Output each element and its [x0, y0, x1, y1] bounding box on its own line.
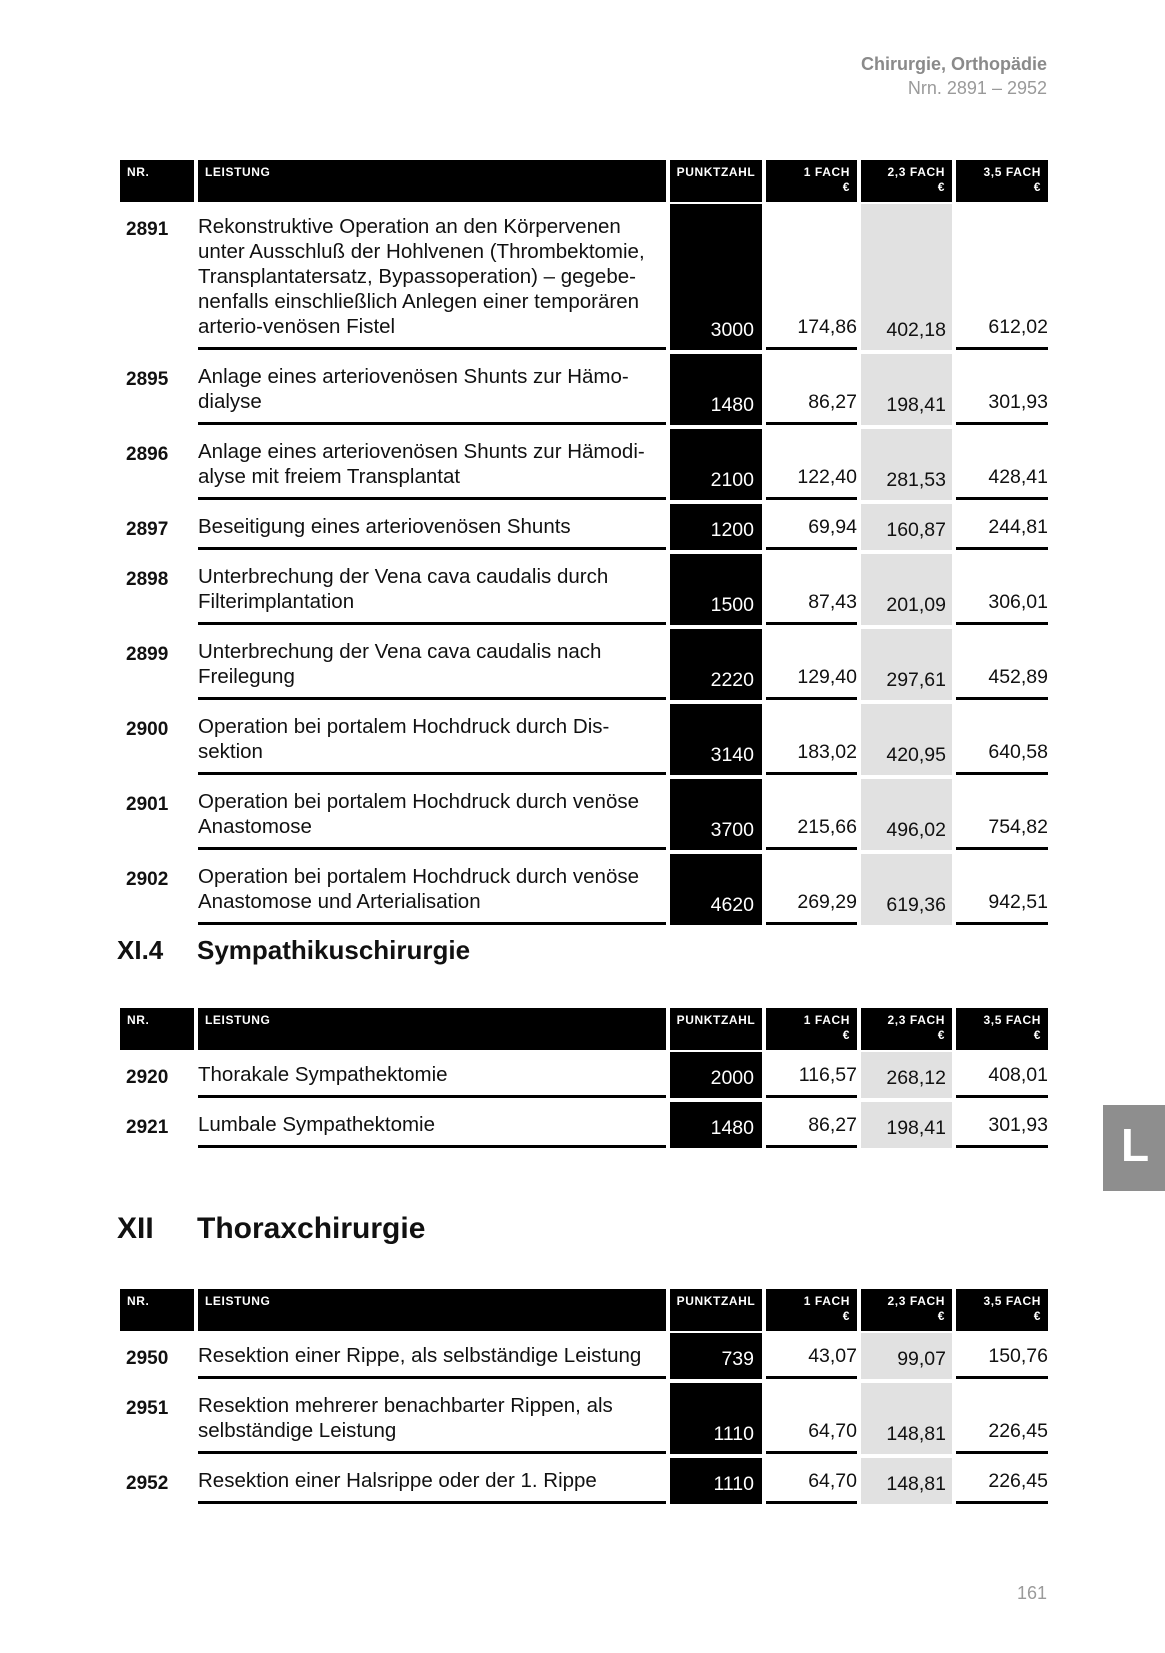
fee-1-fach-cell	[766, 354, 857, 425]
header-leistung	[198, 1289, 666, 1331]
description-line: arterio-venösen Fistel	[198, 315, 396, 338]
description-line: Freilegung	[198, 665, 295, 688]
row-number: 2891	[126, 219, 169, 240]
fee-3-5-fach: 408,01	[988, 1064, 1048, 1086]
punktzahl-value: 1200	[710, 519, 754, 541]
section-title: Sympathikuschirurgie	[197, 935, 471, 965]
header-1-fach-label: 1 FACH	[803, 165, 850, 179]
header-punktzahl-label: PUNKTZAHL	[676, 1013, 756, 1027]
fee-3-5-fach: 452,89	[988, 666, 1048, 688]
fee-2-3-fach-cell	[861, 554, 952, 625]
fee-2-3-fach: 198,41	[886, 1117, 946, 1139]
fee-2-3-fach: 420,95	[886, 744, 946, 766]
row-description	[198, 854, 666, 925]
header-nr-label: NR.	[127, 165, 150, 179]
fee-1-fach: 122,40	[797, 466, 857, 488]
punktzahl-value-cell	[670, 1102, 762, 1148]
table-row	[120, 779, 1048, 850]
description-line: Operation bei portalem Hochdruck durch venöse	[198, 790, 639, 813]
fee-1-fach: 116,57	[798, 1064, 857, 1086]
fee-1-fach-cell	[766, 1102, 857, 1148]
punktzahl-value-cell	[670, 554, 762, 625]
fee-2-3-fach: 402,18	[886, 319, 946, 341]
fee-2-3-fach-cell	[861, 779, 952, 850]
punktzahl-value-cell	[670, 1383, 762, 1454]
fee-2-3-fach: 99,07	[897, 1348, 946, 1370]
punktzahl-value-cell	[670, 354, 762, 425]
table-row	[120, 1383, 1048, 1454]
header-1-fach	[766, 160, 857, 202]
punktzahl-value-cell	[670, 779, 762, 850]
punktzahl-value: 1110	[713, 1423, 754, 1445]
table-row	[120, 354, 1048, 425]
punktzahl-value: 3000	[710, 319, 754, 341]
row-number: 2896	[126, 444, 169, 465]
fee-1-fach: 174,86	[797, 316, 857, 338]
row-description	[198, 354, 666, 425]
fee-1-fach-cell	[766, 1458, 857, 1504]
chapter-thumb-tab: L	[1103, 1105, 1165, 1191]
fee-2-3-fach: 148,81	[886, 1473, 946, 1495]
euro-symbol: €	[842, 180, 850, 194]
fee-2-3-fach: 160,87	[886, 519, 946, 541]
punktzahl-value: 1480	[710, 1117, 754, 1139]
fee-2-3-fach: 148,81	[886, 1423, 946, 1445]
fee-1-fach: 64,70	[808, 1420, 857, 1442]
fee-3-5-fach-cell	[956, 704, 1048, 775]
fee-3-5-fach-cell	[956, 779, 1048, 850]
fee-3-5-fach-cell	[956, 1052, 1048, 1098]
fee-3-5-fach: 428,41	[988, 466, 1048, 488]
header-3-5-fach-label: 3,5 FACH	[983, 165, 1041, 179]
fee-2-3-fach-cell	[861, 1102, 952, 1148]
row-description	[198, 504, 666, 550]
fee-1-fach-cell	[766, 554, 857, 625]
header-leistung-label: LEISTUNG	[205, 1294, 271, 1308]
description-line: Anlage eines arteriovenösen Shunts zur Hämodi-	[198, 440, 645, 463]
table-row	[120, 1052, 1048, 1098]
description-line: Anastomose	[198, 815, 312, 838]
table-row	[120, 1102, 1048, 1148]
punktzahl-value: 2000	[710, 1067, 754, 1089]
running-head	[861, 52, 1047, 100]
description-line: Anlage eines arteriovenösen Shunts zur Hämo-	[198, 365, 629, 388]
header-2-3-fach	[861, 1008, 952, 1050]
header-3-5-fach	[956, 1008, 1048, 1050]
row-number: 2900	[126, 719, 169, 740]
description-line: Resektion einer Halsrippe oder der 1. Rippe	[198, 1469, 597, 1492]
row-number: 2952	[126, 1473, 169, 1494]
running-head-range: Nrn. 2891 – 2952	[907, 78, 1047, 98]
fee-1-fach-cell	[766, 1333, 857, 1379]
table-header	[120, 160, 1048, 202]
fee-3-5-fach-cell	[956, 1102, 1048, 1148]
description-line: Resektion mehrerer benachbarter Rippen, als	[198, 1394, 613, 1417]
header-3-5-fach-label: 3,5 FACH	[983, 1013, 1041, 1027]
fee-2-3-fach: 297,61	[886, 669, 946, 691]
euro-symbol: €	[842, 1028, 850, 1042]
punktzahl-value-cell	[670, 629, 762, 700]
fee-1-fach-cell	[766, 779, 857, 850]
euro-symbol: €	[937, 1309, 945, 1323]
fee-2-3-fach: 619,36	[886, 894, 946, 916]
fee-1-fach: 129,40	[797, 666, 857, 688]
row-description	[198, 204, 666, 350]
punktzahl-value-cell	[670, 504, 762, 550]
page-number: 161	[1016, 1583, 1047, 1603]
description-line: Unterbrechung der Vena cava caudalis nach	[198, 640, 602, 663]
header-punktzahl	[670, 1008, 762, 1050]
header-2-3-fach-label: 2,3 FACH	[887, 1294, 945, 1308]
row-description	[198, 429, 666, 500]
header-punktzahl	[670, 1289, 762, 1331]
description-line: Filterimplantation	[198, 590, 355, 613]
punktzahl-value-cell	[670, 429, 762, 500]
header-punktzahl-label: PUNKTZAHL	[676, 1294, 756, 1308]
fee-2-3-fach-cell	[861, 854, 952, 925]
row-number: 2897	[126, 519, 169, 540]
header-punktzahl-label: PUNKTZAHL	[676, 165, 756, 179]
description-line: Rekonstruktive Operation an den Körpervenen	[198, 215, 621, 238]
header-2-3-fach-label: 2,3 FACH	[887, 165, 945, 179]
section-number: XII	[117, 1212, 154, 1245]
punktzahl-value-cell	[670, 1052, 762, 1098]
row-description	[198, 554, 666, 625]
punktzahl-value-cell	[670, 704, 762, 775]
fee-3-5-fach-cell	[956, 204, 1048, 350]
section-number: XI.4	[117, 935, 164, 965]
punktzahl-value: 2100	[710, 469, 754, 491]
punktzahl-value: 1480	[710, 394, 754, 416]
header-2-3-fach	[861, 160, 952, 202]
row-number: 2899	[126, 644, 169, 665]
fee-2-3-fach: 281,53	[886, 469, 946, 491]
row-description	[198, 1458, 666, 1504]
fee-3-5-fach: 640,58	[988, 741, 1048, 763]
fee-2-3-fach-cell	[861, 1333, 952, 1379]
fee-2-3-fach-cell	[861, 354, 952, 425]
description-line: Resektion einer Rippe, als selbständige Leistung	[198, 1344, 642, 1367]
row-number: 2901	[126, 794, 169, 815]
euro-symbol: €	[1033, 1309, 1041, 1323]
table-header	[120, 1008, 1048, 1050]
fee-3-5-fach-cell	[956, 504, 1048, 550]
header-leistung-label: LEISTUNG	[205, 1013, 271, 1027]
fee-3-5-fach: 150,76	[988, 1345, 1048, 1367]
row-number: 2898	[126, 569, 169, 590]
table-header	[120, 1289, 1048, 1331]
punktzahl-value: 3700	[710, 819, 754, 841]
header-1-fach	[766, 1008, 857, 1050]
fee-1-fach: 64,70	[808, 1470, 857, 1492]
row-number: 2921	[126, 1117, 169, 1138]
fee-3-5-fach-cell	[956, 354, 1048, 425]
row-number: 2895	[126, 369, 169, 390]
fee-2-3-fach-cell	[861, 1383, 952, 1454]
fee-1-fach-cell	[766, 704, 857, 775]
section-title: Thoraxchirurgie	[197, 1212, 426, 1245]
row-number: 2951	[126, 1398, 169, 1419]
punktzahl-value-cell	[670, 1458, 762, 1504]
header-nr	[120, 160, 194, 202]
fee-3-5-fach: 306,01	[988, 591, 1048, 613]
row-number: 2902	[126, 869, 169, 890]
description-line: Operation bei portalem Hochdruck durch venöse	[198, 865, 639, 888]
fee-1-fach-cell	[766, 1383, 857, 1454]
header-nr-label: NR.	[127, 1294, 150, 1308]
table-row	[120, 554, 1048, 625]
fee-2-3-fach: 198,41	[886, 394, 946, 416]
punktzahl-value-cell	[670, 854, 762, 925]
fee-2-3-fach: 496,02	[886, 819, 946, 841]
euro-symbol: €	[1033, 1028, 1041, 1042]
row-description	[198, 629, 666, 700]
table-row	[120, 1333, 1048, 1379]
row-description	[198, 704, 666, 775]
fee-2-3-fach-cell	[861, 429, 952, 500]
table-row	[120, 854, 1048, 925]
fee-3-5-fach: 942,51	[988, 891, 1048, 913]
fee-table-thorax	[120, 1289, 1048, 1508]
description-line: unter Ausschluß der Hohlvenen (Thrombektomie,	[198, 240, 645, 263]
description-line: Lumbale Sympathektomie	[198, 1113, 436, 1136]
punktzahl-value: 1110	[713, 1473, 754, 1495]
fee-2-3-fach-cell	[861, 1458, 952, 1504]
fee-1-fach-cell	[766, 204, 857, 350]
fee-2-3-fach: 268,12	[886, 1067, 946, 1089]
fee-3-5-fach-cell	[956, 429, 1048, 500]
description-line: Beseitigung eines arteriovenösen Shunts	[198, 515, 571, 538]
description-line: Transplantatersatz, Bypassoperation) – gegebe-	[198, 265, 636, 288]
header-leistung	[198, 1008, 666, 1050]
punktzahl-value: 1500	[710, 594, 754, 616]
header-3-5-fach	[956, 1289, 1048, 1331]
fee-1-fach: 69,94	[808, 516, 857, 538]
header-1-fach-label: 1 FACH	[803, 1294, 850, 1308]
row-description	[198, 1333, 666, 1379]
punktzahl-value: 3140	[710, 744, 754, 766]
fee-table-sympathikus	[120, 1008, 1048, 1152]
table-row	[120, 1458, 1048, 1504]
description-line: sektion	[198, 740, 263, 763]
fee-1-fach-cell	[766, 629, 857, 700]
euro-symbol: €	[1033, 180, 1041, 194]
fee-3-5-fach-cell	[956, 1333, 1048, 1379]
euro-symbol: €	[937, 180, 945, 194]
row-description	[198, 1383, 666, 1454]
header-nr	[120, 1008, 194, 1050]
row-description	[198, 779, 666, 850]
punktzahl-value-cell	[670, 204, 762, 350]
fee-3-5-fach: 226,45	[988, 1420, 1048, 1442]
fee-1-fach: 86,27	[808, 1114, 857, 1136]
fee-1-fach: 87,43	[808, 591, 857, 613]
description-line: alyse mit freiem Transplantat	[198, 465, 461, 488]
description-line: dialyse	[198, 390, 262, 413]
fee-1-fach: 43,07	[808, 1345, 857, 1367]
running-head-title: Chirurgie, Orthopädie	[860, 54, 1047, 74]
fee-3-5-fach: 244,81	[988, 516, 1048, 538]
fee-3-5-fach-cell	[956, 554, 1048, 625]
fee-3-5-fach: 754,82	[988, 816, 1048, 838]
header-leistung	[198, 160, 666, 202]
header-nr	[120, 1289, 194, 1331]
header-nr-label: NR.	[127, 1013, 150, 1027]
description-line: Thorakale Sympathektomie	[198, 1063, 448, 1086]
fee-2-3-fach-cell	[861, 704, 952, 775]
fee-3-5-fach: 301,93	[988, 391, 1048, 413]
header-2-3-fach	[861, 1289, 952, 1331]
fee-2-3-fach: 201,09	[886, 594, 946, 616]
fee-3-5-fach: 612,02	[988, 316, 1048, 338]
table-row	[120, 429, 1048, 500]
row-number: 2920	[126, 1067, 169, 1088]
table-row	[120, 629, 1048, 700]
fee-1-fach-cell	[766, 1052, 857, 1098]
header-3-5-fach-label: 3,5 FACH	[983, 1294, 1041, 1308]
fee-2-3-fach-cell	[861, 1052, 952, 1098]
header-1-fach-label: 1 FACH	[803, 1013, 850, 1027]
header-leistung-label: LEISTUNG	[205, 165, 271, 179]
punktzahl-value-cell	[670, 1333, 762, 1379]
header-punktzahl	[670, 160, 762, 202]
row-description	[198, 1052, 666, 1098]
description-line: selbständige Leistung	[198, 1419, 397, 1442]
description-line: Operation bei portalem Hochdruck durch Dis-	[198, 715, 610, 738]
fee-2-3-fach-cell	[861, 204, 952, 350]
description-line: nenfalls einschließlich Anlegen einer temporären	[198, 290, 640, 313]
punktzahl-value: 739	[721, 1348, 754, 1370]
fee-1-fach: 183,02	[797, 741, 857, 763]
fee-3-5-fach-cell	[956, 629, 1048, 700]
description-line: Anastomose und Arterialisation	[198, 890, 481, 913]
fee-table-vascular	[120, 160, 1048, 929]
fee-2-3-fach-cell	[861, 629, 952, 700]
table-row	[120, 504, 1048, 550]
fee-1-fach-cell	[766, 504, 857, 550]
fee-2-3-fach-cell	[861, 504, 952, 550]
table-row	[120, 204, 1048, 350]
header-1-fach	[766, 1289, 857, 1331]
fee-3-5-fach: 226,45	[988, 1470, 1048, 1492]
header-3-5-fach	[956, 160, 1048, 202]
fee-1-fach-cell	[766, 429, 857, 500]
fee-1-fach: 269,29	[797, 891, 857, 913]
header-2-3-fach-label: 2,3 FACH	[887, 1013, 945, 1027]
row-number: 2950	[126, 1348, 169, 1369]
fee-3-5-fach-cell	[956, 1458, 1048, 1504]
punktzahl-value: 4620	[710, 894, 754, 916]
fee-1-fach: 215,66	[797, 816, 857, 838]
euro-symbol: €	[842, 1309, 850, 1323]
row-description	[198, 1102, 666, 1148]
fee-1-fach-cell	[766, 854, 857, 925]
punktzahl-value: 2220	[710, 669, 754, 691]
table-row	[120, 704, 1048, 775]
euro-symbol: €	[937, 1028, 945, 1042]
description-line: Unterbrechung der Vena cava caudalis durch	[198, 565, 609, 588]
fee-3-5-fach-cell	[956, 1383, 1048, 1454]
fee-3-5-fach-cell	[956, 854, 1048, 925]
fee-3-5-fach: 301,93	[988, 1114, 1048, 1136]
fee-1-fach: 86,27	[808, 391, 857, 413]
